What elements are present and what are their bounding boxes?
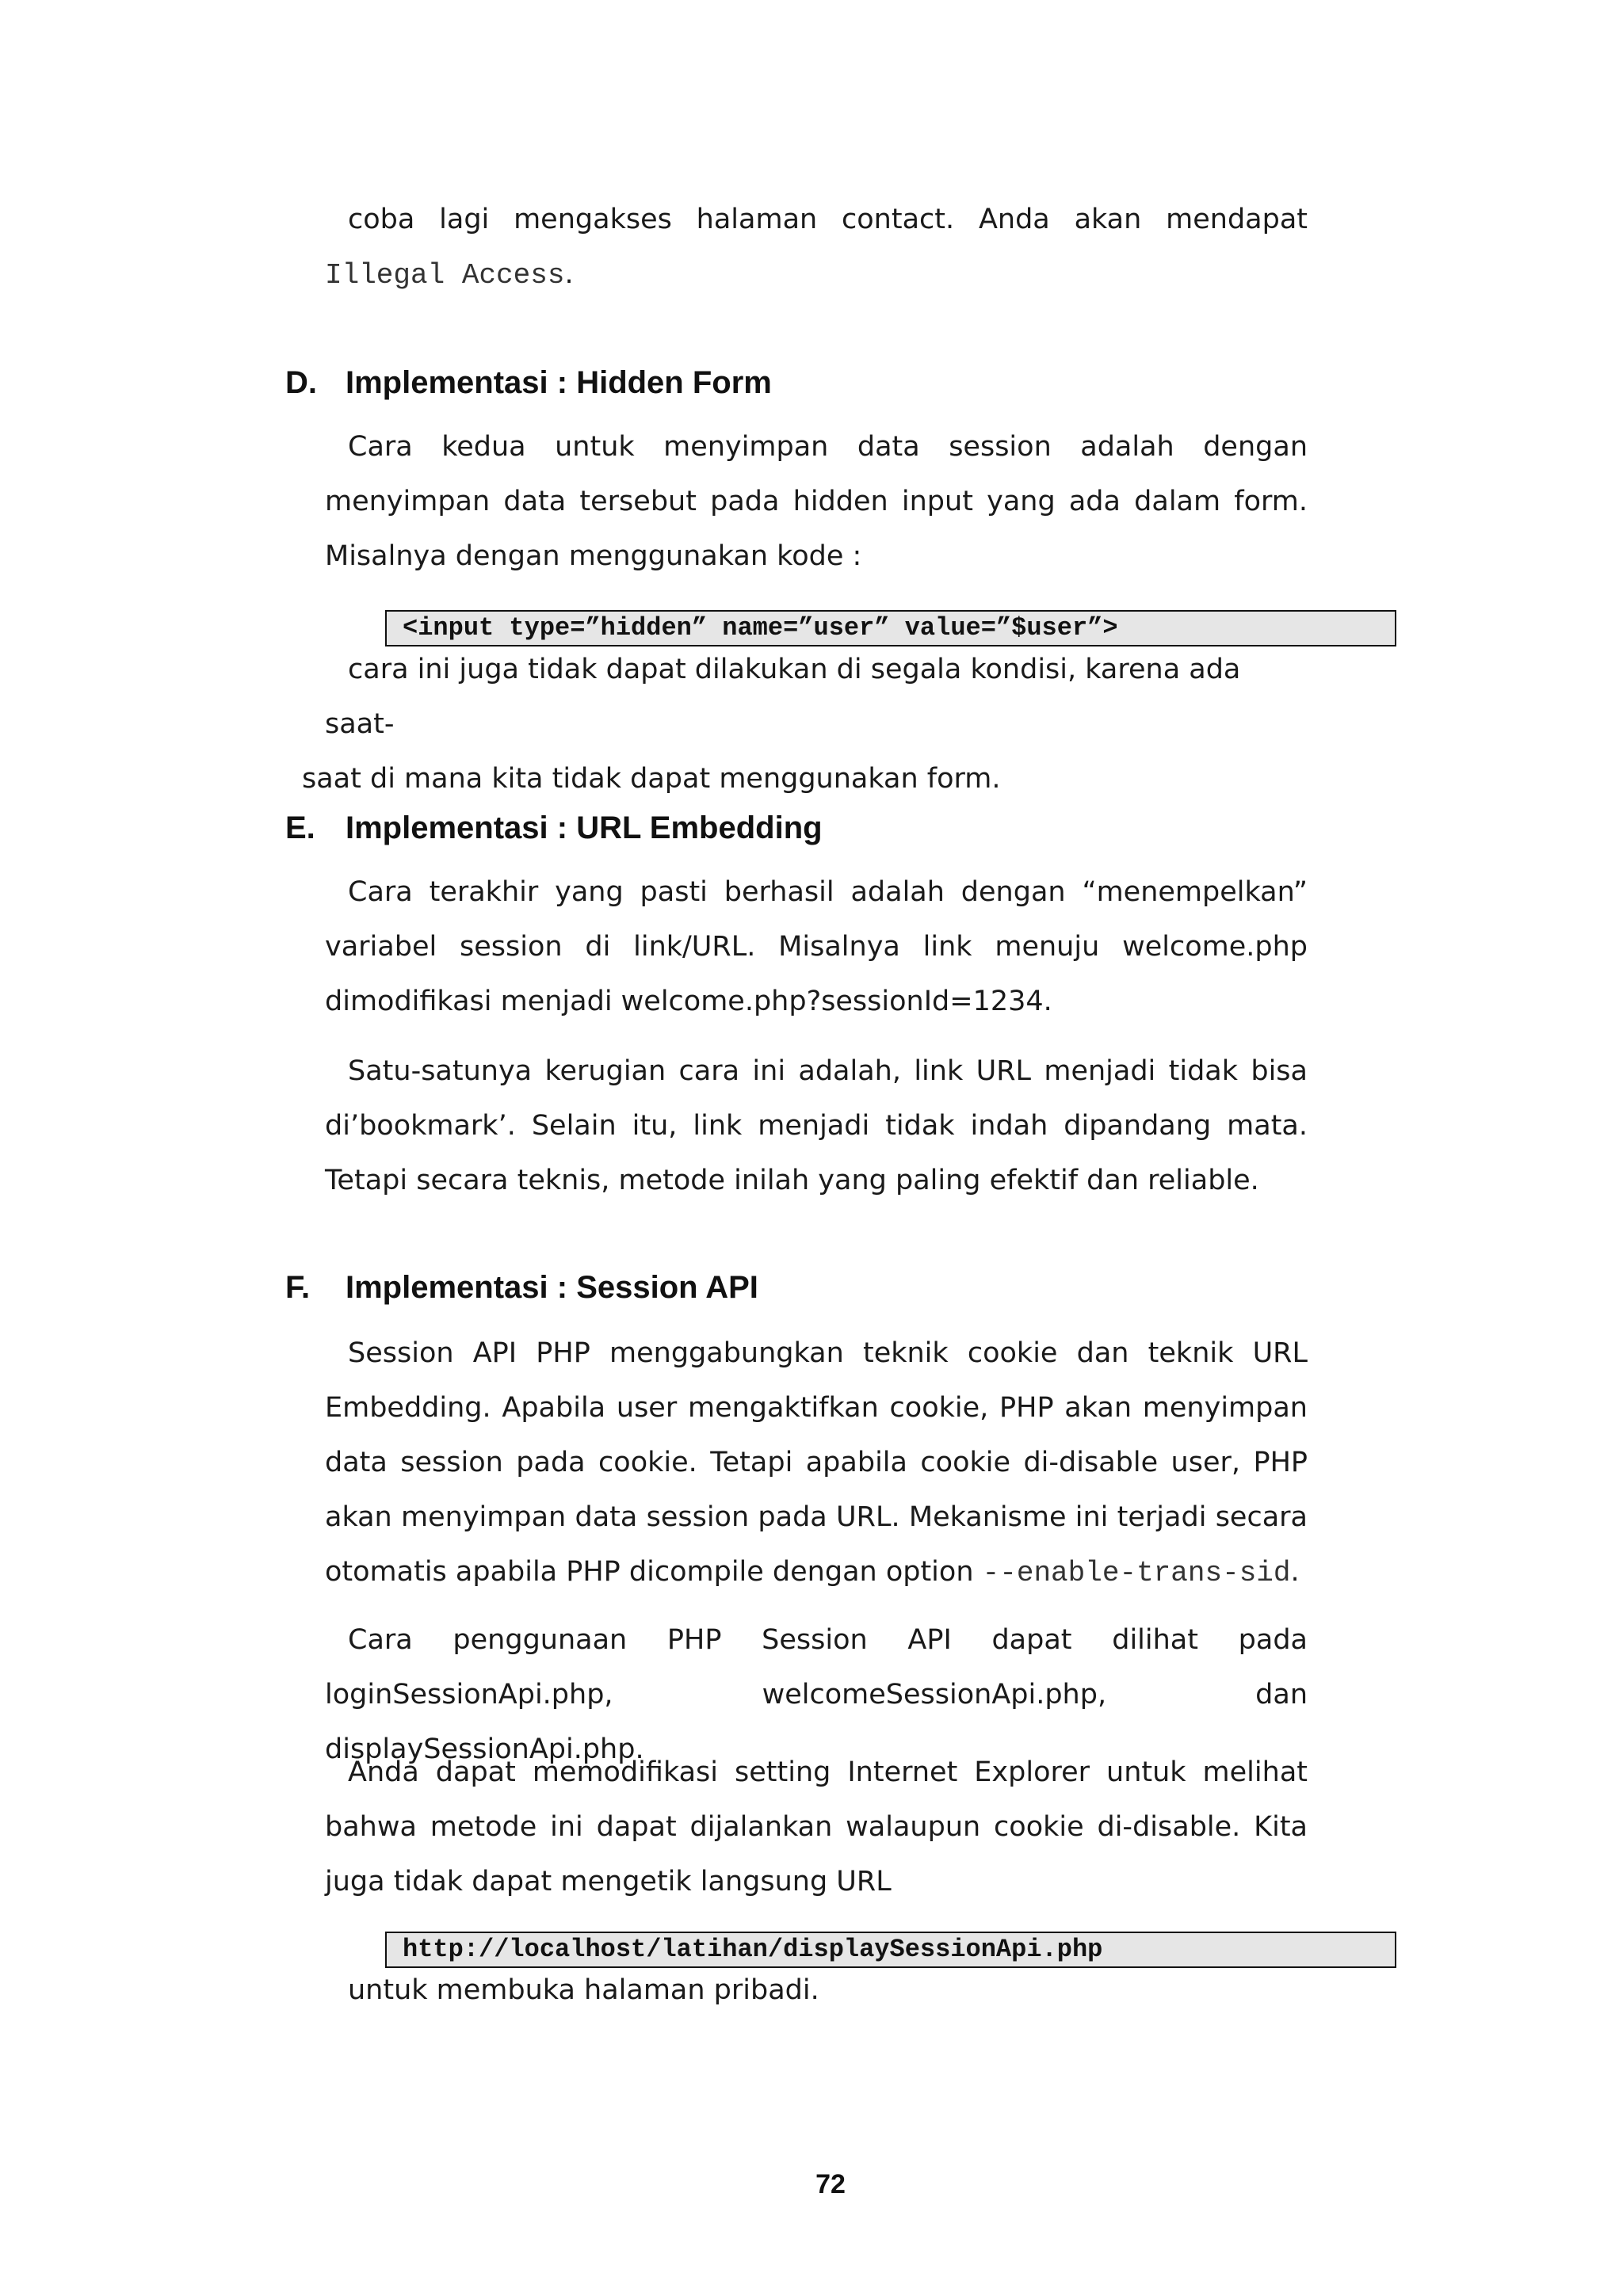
section-d-p2-line1: cara ini juga tidak dapat dilakukan di segala kondisi, karena ada saat- bbox=[325, 654, 1241, 740]
section-f-title: Implementasi : Session API bbox=[346, 1270, 758, 1305]
section-f-p1-end: . bbox=[1290, 1556, 1300, 1588]
section-f-letter: F. bbox=[285, 1270, 311, 1305]
display-session-api-url-code-box: http://localhost/latihan/displaySessionApi.php bbox=[385, 1932, 1396, 1968]
section-e-title: Implementasi : URL Embedding bbox=[346, 810, 823, 845]
intro-paragraph bbox=[325, 193, 1308, 303]
section-f-paragraph-3: Anda dapat memodifikasi setting Internet Explorer untuk melihat bahwa metode ini dapat dijalankan walaupun cookie di-disable. Kita juga tidak dapat mengetik langsung URL bbox=[325, 1756, 1308, 1897]
section-f-paragraph-4: untuk membuka halaman pribadi. bbox=[348, 1974, 819, 2006]
hidden-input-code-box: <input type=”hidden” name=”user” value=”$user”> bbox=[385, 610, 1396, 646]
section-d-letter: D. bbox=[285, 365, 317, 400]
section-e-letter: E. bbox=[285, 810, 315, 845]
section-f-paragraph-1 bbox=[325, 1326, 1308, 1600]
section-f-paragraph-2: Cara penggunaan PHP Session API dapat dilihat pada loginSessionApi.php, welcomeSessionApi.php, dan displaySessionApi.php. bbox=[325, 1624, 1308, 1765]
section-d-title: Implementasi : Hidden Form bbox=[346, 365, 772, 400]
section-f-heading bbox=[285, 1268, 758, 1307]
intro-text: coba lagi mengakses halaman contact. Anda akan mendapat bbox=[348, 204, 1308, 235]
section-d-paragraph-2 bbox=[302, 643, 1308, 807]
section-e-heading bbox=[285, 808, 823, 848]
intro-code: Illegal Access bbox=[325, 259, 565, 292]
section-d-p2-line2: saat di mana kita tidak dapat menggunakan form. bbox=[302, 763, 1001, 795]
section-d-paragraph-1: Cara kedua untuk menyimpan data session adalah dengan menyimpan data tersebut pada hidden input yang ada dalam form. Misalnya dengan menggunakan kode : bbox=[325, 431, 1308, 572]
enable-trans-sid-code: --enable-trans-sid bbox=[982, 1557, 1291, 1589]
section-d-heading bbox=[285, 363, 772, 402]
section-f-p1-text: Session API PHP menggabungkan teknik cookie dan teknik URL Embedding. Apabila user mengaktifkan cookie, PHP akan menyimpan data session pada cookie. Tetapi apabila cookie di-disable user, PHP akan menyimpan data session pada URL. Mekanisme ini terjadi secara otomatis apabila PHP dicompile dengan option bbox=[325, 1337, 1308, 1588]
intro-text-end: . bbox=[564, 258, 574, 290]
section-e-paragraph-2: Satu-satunya kerugian cara ini adalah, link URL menjadi tidak bisa di’bookmark’. Selain itu, link menjadi tidak indah dipandang mata. Tetapi secara teknis, metode inilah yang paling efektif dan reliable. bbox=[325, 1055, 1308, 1196]
section-e-paragraph-1: Cara terakhir yang pasti berhasil adalah dengan “menempelkan” variabel session di link/URL. Misalnya link menuju welcome.php dimodifikasi menjadi welcome.php?sessionId=1234. bbox=[325, 876, 1308, 1017]
page-number: 72 bbox=[815, 2169, 846, 2199]
